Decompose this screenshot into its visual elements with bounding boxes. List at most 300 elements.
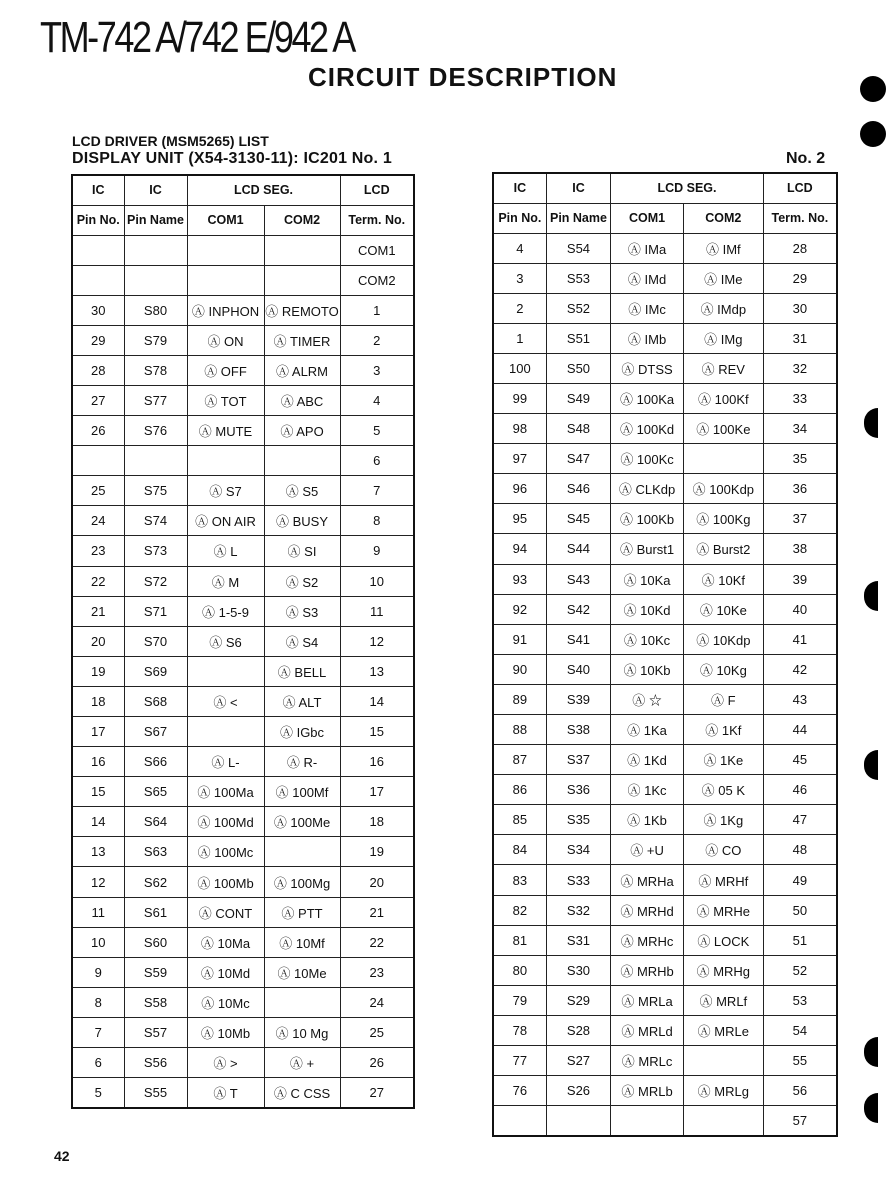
cell-com1: Ⓐ MRLb	[611, 1076, 684, 1106]
cell-com1: Ⓐ MRLd	[611, 1015, 684, 1045]
cell-com1: Ⓐ <	[187, 686, 264, 716]
cell-term-no: 57	[763, 1106, 837, 1136]
cell-pin-name: S78	[124, 355, 187, 385]
cell-com2	[264, 265, 340, 295]
cell-term-no: 7	[340, 476, 414, 506]
cell-pin-name: S47	[546, 444, 610, 474]
cell-pin-name: S59	[124, 957, 187, 987]
cell-com2: Ⓐ ABC	[264, 385, 340, 415]
cell-com1: Ⓐ 100Mc	[187, 837, 264, 867]
table-row	[493, 444, 837, 474]
binding-hole	[864, 408, 878, 438]
cell-com1: Ⓐ MRLc	[611, 1046, 684, 1076]
cell-com1: Ⓐ ☆	[611, 684, 684, 714]
cell-term-no: 24	[340, 987, 414, 1017]
table-row	[72, 837, 414, 867]
cell-pin-no: 4	[493, 233, 546, 263]
cell-com2: Ⓐ MRLe	[683, 1015, 763, 1045]
cell-com1: Ⓐ 100Kb	[611, 504, 684, 534]
cell-com2: Ⓐ MRHg	[683, 955, 763, 985]
cell-pin-no: 22	[72, 566, 124, 596]
cell-pin-name	[124, 265, 187, 295]
cell-com1: Ⓐ Burst1	[611, 534, 684, 564]
cell-com2: Ⓐ S2	[264, 566, 340, 596]
cell-pin-no: 7	[72, 1017, 124, 1047]
header-lcd-seg: LCD SEG.	[187, 175, 340, 205]
cell-com1: Ⓐ IMd	[611, 263, 684, 293]
table-row	[72, 566, 414, 596]
cell-pin-name: S68	[124, 686, 187, 716]
binding-hole	[864, 750, 878, 780]
cell-term-no: 19	[340, 837, 414, 867]
cell-term-no: 32	[763, 353, 837, 383]
table-row	[493, 504, 837, 534]
cell-pin-name: S33	[546, 865, 610, 895]
cell-pin-name: S39	[546, 684, 610, 714]
table-row	[493, 865, 837, 895]
table-row	[72, 897, 414, 927]
cell-pin-no: 79	[493, 985, 546, 1015]
cell-pin-no: 90	[493, 654, 546, 684]
table-row	[493, 263, 837, 293]
cell-pin-name: S45	[546, 504, 610, 534]
cell-pin-no: 87	[493, 745, 546, 775]
table-row	[493, 534, 837, 564]
cell-pin-name: S54	[546, 233, 610, 263]
cell-term-no: 5	[340, 416, 414, 446]
cell-com2: Ⓐ 10Mf	[264, 927, 340, 957]
cell-com1: Ⓐ IMb	[611, 323, 684, 353]
cell-pin-no: 27	[72, 385, 124, 415]
cell-pin-no	[72, 235, 124, 265]
cell-pin-no: 82	[493, 895, 546, 925]
cell-pin-name: S64	[124, 807, 187, 837]
cell-pin-no: 93	[493, 564, 546, 594]
table-row	[493, 745, 837, 775]
cell-com1: Ⓐ MRHa	[611, 865, 684, 895]
cell-com2: Ⓐ TIMER	[264, 325, 340, 355]
cell-pin-no: 96	[493, 474, 546, 504]
table-row	[493, 564, 837, 594]
binding-hole	[860, 121, 886, 147]
cell-term-no: 6	[340, 446, 414, 476]
cell-pin-name: S34	[546, 835, 610, 865]
cell-pin-no: 15	[72, 777, 124, 807]
cell-term-no: 18	[340, 807, 414, 837]
cell-pin-name: S46	[546, 474, 610, 504]
cell-pin-name: S38	[546, 715, 610, 745]
table-row	[72, 506, 414, 536]
cell-pin-no: 8	[72, 987, 124, 1017]
cell-com1	[187, 235, 264, 265]
cell-com1: Ⓐ ON AIR	[187, 506, 264, 536]
cell-pin-name: S71	[124, 596, 187, 626]
cell-com1: Ⓐ 100Kc	[611, 444, 684, 474]
table-row	[493, 985, 837, 1015]
cell-pin-name: S58	[124, 987, 187, 1017]
cell-pin-no: 76	[493, 1076, 546, 1106]
cell-com2: Ⓐ S5	[264, 476, 340, 506]
cell-term-no: 53	[763, 985, 837, 1015]
cell-com2: Ⓐ S3	[264, 596, 340, 626]
cell-com1: Ⓐ IMc	[611, 293, 684, 323]
cell-com1: Ⓐ ON	[187, 325, 264, 355]
cell-com1: Ⓐ 10Kc	[611, 624, 684, 654]
cell-com1: Ⓐ 10Ka	[611, 564, 684, 594]
cell-com2: Ⓐ 100Me	[264, 807, 340, 837]
cell-com1: Ⓐ CLKdp	[611, 474, 684, 504]
cell-term-no: COM2	[340, 265, 414, 295]
table-number-label: No. 2	[786, 150, 826, 167]
table-row	[493, 1076, 837, 1106]
table-row	[72, 325, 414, 355]
cell-pin-name: S28	[546, 1015, 610, 1045]
cell-com1: Ⓐ OFF	[187, 355, 264, 385]
table-row	[72, 777, 414, 807]
header-com2: COM2	[264, 205, 340, 235]
cell-com2: Ⓐ IMf	[683, 233, 763, 263]
cell-com2: Ⓐ IGbc	[264, 717, 340, 747]
cell-pin-name: S42	[546, 594, 610, 624]
cell-pin-no: 12	[72, 867, 124, 897]
table-row	[493, 835, 837, 865]
cell-pin-no: 18	[72, 686, 124, 716]
header-pin-no: Pin No.	[72, 205, 124, 235]
header-lcd: LCD	[340, 175, 414, 205]
cell-com2	[264, 987, 340, 1017]
cell-com2: Ⓐ 10Ke	[683, 594, 763, 624]
header-ic: IC	[124, 175, 187, 205]
cell-pin-no: 98	[493, 414, 546, 444]
page-number: 42	[54, 1148, 70, 1164]
cell-pin-name: S26	[546, 1076, 610, 1106]
cell-com1: Ⓐ 100Mb	[187, 867, 264, 897]
table-row	[72, 656, 414, 686]
cell-pin-name: S30	[546, 955, 610, 985]
cell-com2: Ⓐ 100Ke	[683, 414, 763, 444]
cell-pin-no: 13	[72, 837, 124, 867]
cell-pin-name: S75	[124, 476, 187, 506]
header-lcd: LCD	[763, 173, 837, 203]
table-row	[493, 775, 837, 805]
cell-pin-no: 91	[493, 624, 546, 654]
cell-com2: Ⓐ 10Kf	[683, 564, 763, 594]
cell-term-no: 11	[340, 596, 414, 626]
cell-com1: Ⓐ 1Kd	[611, 745, 684, 775]
cell-com1: Ⓐ 10Mc	[187, 987, 264, 1017]
header-pin-name: Pin Name	[546, 203, 610, 233]
cell-com2: Ⓐ S4	[264, 626, 340, 656]
cell-term-no: 52	[763, 955, 837, 985]
cell-com2: Ⓐ APO	[264, 416, 340, 446]
cell-pin-no: 21	[72, 596, 124, 626]
lcd-table-left	[71, 174, 415, 1109]
table-row	[72, 927, 414, 957]
cell-term-no: 10	[340, 566, 414, 596]
cell-pin-no: 81	[493, 925, 546, 955]
cell-com2: Ⓐ BUSY	[264, 506, 340, 536]
cell-pin-no: 16	[72, 747, 124, 777]
cell-term-no: 43	[763, 684, 837, 714]
section-title: CIRCUIT DESCRIPTION	[308, 62, 618, 92]
cell-pin-name: S31	[546, 925, 610, 955]
cell-com1: Ⓐ 10Mb	[187, 1017, 264, 1047]
cell-pin-name: S53	[546, 263, 610, 293]
cell-term-no: 31	[763, 323, 837, 353]
cell-term-no: 34	[763, 414, 837, 444]
cell-pin-no: 1	[493, 323, 546, 353]
cell-pin-no: 26	[72, 416, 124, 446]
cell-com1: Ⓐ IMa	[611, 233, 684, 263]
cell-pin-name: S32	[546, 895, 610, 925]
table-row	[493, 383, 837, 413]
cell-pin-name: S48	[546, 414, 610, 444]
cell-term-no: 54	[763, 1015, 837, 1045]
cell-com2	[683, 444, 763, 474]
cell-com2: Ⓐ IMdp	[683, 293, 763, 323]
table-row	[493, 925, 837, 955]
table-row	[493, 955, 837, 985]
cell-term-no: 13	[340, 656, 414, 686]
cell-pin-no: 25	[72, 476, 124, 506]
cell-com2: Ⓐ F	[683, 684, 763, 714]
cell-term-no: 15	[340, 717, 414, 747]
cell-com2: Ⓐ LOCK	[683, 925, 763, 955]
cell-com2: Ⓐ 1Ke	[683, 745, 763, 775]
cell-com1: Ⓐ 1Kb	[611, 805, 684, 835]
cell-pin-name: S77	[124, 385, 187, 415]
cell-com1	[187, 446, 264, 476]
cell-com1: Ⓐ M	[187, 566, 264, 596]
cell-pin-no: 17	[72, 717, 124, 747]
cell-term-no: 40	[763, 594, 837, 624]
cell-pin-name: S56	[124, 1048, 187, 1078]
cell-term-no: 12	[340, 626, 414, 656]
cell-pin-no: 86	[493, 775, 546, 805]
cell-pin-no: 88	[493, 715, 546, 745]
cell-com2: Ⓐ 10Kdp	[683, 624, 763, 654]
cell-pin-name: S35	[546, 805, 610, 835]
cell-com1: Ⓐ S7	[187, 476, 264, 506]
cell-com2: Ⓐ CO	[683, 835, 763, 865]
binding-hole	[864, 1093, 878, 1123]
cell-term-no: 37	[763, 504, 837, 534]
cell-pin-no: 80	[493, 955, 546, 985]
table-body	[493, 233, 837, 1136]
cell-term-no: 47	[763, 805, 837, 835]
cell-pin-name: S80	[124, 295, 187, 325]
cell-term-no: 25	[340, 1017, 414, 1047]
cell-com1: Ⓐ L-	[187, 747, 264, 777]
table-row	[72, 536, 414, 566]
cell-com2: Ⓐ C CSS	[264, 1078, 340, 1108]
cell-pin-name: S50	[546, 353, 610, 383]
table-row	[493, 715, 837, 745]
cell-com2: Ⓐ 100Mf	[264, 777, 340, 807]
model-title: TM-742 A/742 E/942 A	[40, 13, 354, 62]
cell-term-no: 8	[340, 506, 414, 536]
table-row	[72, 295, 414, 325]
table-row	[493, 323, 837, 353]
cell-pin-no: 85	[493, 805, 546, 835]
list-title: LCD DRIVER (MSM5265) LIST	[72, 133, 269, 149]
table-row	[72, 385, 414, 415]
table-row	[493, 895, 837, 925]
cell-term-no: 3	[340, 355, 414, 385]
header-com2: COM2	[683, 203, 763, 233]
cell-pin-name: S36	[546, 775, 610, 805]
cell-term-no: 50	[763, 895, 837, 925]
cell-com1	[187, 265, 264, 295]
cell-term-no: COM1	[340, 235, 414, 265]
cell-pin-name	[124, 446, 187, 476]
cell-com2	[683, 1106, 763, 1136]
cell-com2: Ⓐ BELL	[264, 656, 340, 686]
cell-com1: Ⓐ 100Ma	[187, 777, 264, 807]
cell-com1: Ⓐ TOT	[187, 385, 264, 415]
cell-com1	[187, 717, 264, 747]
cell-pin-name: S62	[124, 867, 187, 897]
cell-com1: Ⓐ L	[187, 536, 264, 566]
cell-pin-no: 11	[72, 897, 124, 927]
table-row	[493, 594, 837, 624]
display-unit-title: DISPLAY UNIT (X54-3130-11): IC201 No. 1	[72, 150, 392, 167]
cell-pin-no: 3	[493, 263, 546, 293]
cell-com2	[683, 1046, 763, 1076]
header-com1: COM1	[187, 205, 264, 235]
cell-com2: Ⓐ 100Mg	[264, 867, 340, 897]
cell-com1: Ⓐ MRHb	[611, 955, 684, 985]
cell-pin-name: S29	[546, 985, 610, 1015]
cell-pin-no: 84	[493, 835, 546, 865]
table-row	[493, 1015, 837, 1045]
cell-pin-no: 9	[72, 957, 124, 987]
cell-com2: Ⓐ PTT	[264, 897, 340, 927]
cell-com2: Ⓐ 10Me	[264, 957, 340, 987]
cell-term-no: 35	[763, 444, 837, 474]
table-row	[72, 596, 414, 626]
header-pin-name: Pin Name	[124, 205, 187, 235]
binding-hole	[864, 581, 878, 611]
cell-term-no: 23	[340, 957, 414, 987]
cell-com2: Ⓐ MRLg	[683, 1076, 763, 1106]
header-ic: IC	[546, 173, 610, 203]
binding-hole	[864, 1037, 878, 1067]
cell-pin-no: 20	[72, 626, 124, 656]
cell-term-no: 49	[763, 865, 837, 895]
cell-com2: Ⓐ ALRM	[264, 355, 340, 385]
cell-pin-name: S41	[546, 624, 610, 654]
cell-pin-no: 83	[493, 865, 546, 895]
cell-com1: Ⓐ MRHc	[611, 925, 684, 955]
cell-pin-no: 99	[493, 383, 546, 413]
cell-com1: Ⓐ >	[187, 1048, 264, 1078]
cell-pin-no: 94	[493, 534, 546, 564]
cell-com2: Ⓐ MRHf	[683, 865, 763, 895]
cell-com1: Ⓐ 10Kd	[611, 594, 684, 624]
cell-term-no: 14	[340, 686, 414, 716]
table-row	[493, 353, 837, 383]
cell-com2: Ⓐ IMe	[683, 263, 763, 293]
cell-pin-name: S40	[546, 654, 610, 684]
header-lcd-seg: LCD SEG.	[611, 173, 764, 203]
cell-term-no: 27	[340, 1078, 414, 1108]
cell-com1: Ⓐ S6	[187, 626, 264, 656]
cell-com1: Ⓐ 100Md	[187, 807, 264, 837]
cell-term-no: 9	[340, 536, 414, 566]
cell-pin-no: 10	[72, 927, 124, 957]
cell-com2: Ⓐ 100Kdp	[683, 474, 763, 504]
cell-term-no: 56	[763, 1076, 837, 1106]
cell-com2: Ⓐ 05 K	[683, 775, 763, 805]
cell-pin-name: S61	[124, 897, 187, 927]
cell-com1: Ⓐ MUTE	[187, 416, 264, 446]
header-pin-no: Pin No.	[493, 203, 546, 233]
cell-pin-no: 29	[72, 325, 124, 355]
table-row	[72, 747, 414, 777]
cell-pin-name: S76	[124, 416, 187, 446]
cell-pin-no: 14	[72, 807, 124, 837]
cell-pin-name: S65	[124, 777, 187, 807]
header-ic: IC	[72, 175, 124, 205]
table-row	[72, 867, 414, 897]
cell-com1: Ⓐ 10Ma	[187, 927, 264, 957]
cell-com1	[611, 1106, 684, 1136]
cell-com1	[187, 656, 264, 686]
cell-pin-name: S69	[124, 656, 187, 686]
table-row	[493, 414, 837, 444]
cell-pin-name: S57	[124, 1017, 187, 1047]
cell-term-no: 46	[763, 775, 837, 805]
cell-com1: Ⓐ 10Kb	[611, 654, 684, 684]
cell-pin-no: 5	[72, 1078, 124, 1108]
cell-term-no: 41	[763, 624, 837, 654]
cell-com2: Ⓐ 10Kg	[683, 654, 763, 684]
cell-com2: Ⓐ REMOTO	[264, 295, 340, 325]
cell-com1: Ⓐ 1Ka	[611, 715, 684, 745]
cell-pin-name: S73	[124, 536, 187, 566]
cell-com1: Ⓐ 1-5-9	[187, 596, 264, 626]
cell-com1: Ⓐ 1Kc	[611, 775, 684, 805]
cell-pin-name	[124, 235, 187, 265]
cell-term-no: 2	[340, 325, 414, 355]
cell-term-no: 39	[763, 564, 837, 594]
cell-com1: Ⓐ 10Md	[187, 957, 264, 987]
cell-term-no: 48	[763, 835, 837, 865]
table-row	[72, 235, 414, 265]
cell-pin-no: 30	[72, 295, 124, 325]
cell-pin-no: 97	[493, 444, 546, 474]
table-row	[72, 957, 414, 987]
table-row	[493, 805, 837, 835]
cell-term-no: 17	[340, 777, 414, 807]
cell-com2: Ⓐ SI	[264, 536, 340, 566]
table-row	[72, 265, 414, 295]
cell-pin-no: 77	[493, 1046, 546, 1076]
cell-pin-no: 19	[72, 656, 124, 686]
table-row	[72, 807, 414, 837]
cell-term-no: 16	[340, 747, 414, 777]
cell-com2: Ⓐ ALT	[264, 686, 340, 716]
cell-com2	[264, 837, 340, 867]
cell-pin-no: 89	[493, 684, 546, 714]
cell-pin-no: 95	[493, 504, 546, 534]
cell-com1: Ⓐ +U	[611, 835, 684, 865]
cell-pin-name: S60	[124, 927, 187, 957]
lcd-table-right	[492, 172, 838, 1137]
cell-pin-no	[493, 1106, 546, 1136]
header-ic: IC	[493, 173, 546, 203]
